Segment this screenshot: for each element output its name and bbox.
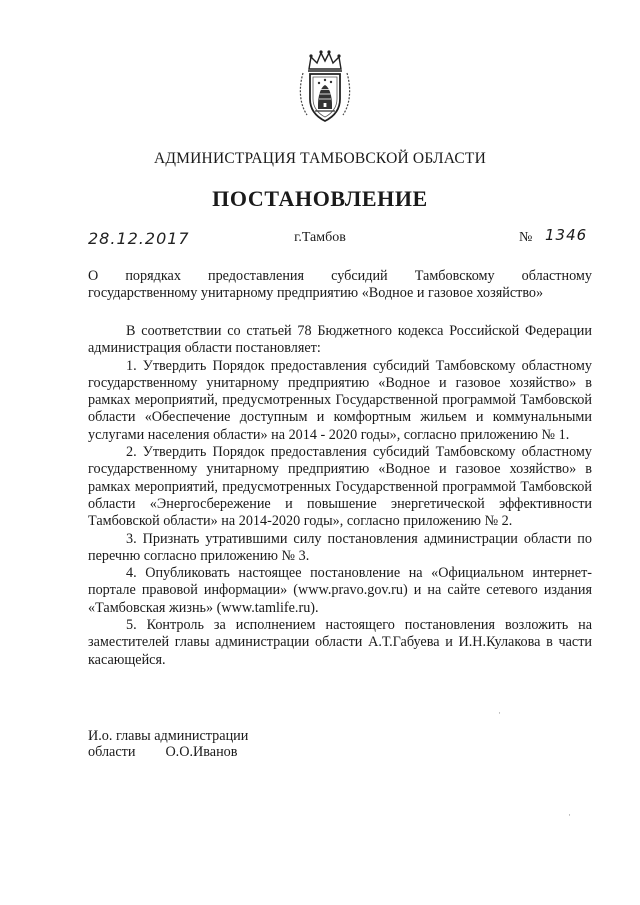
- subject-line-1: О порядках предоставления субсидий Тамбовскому областному: [88, 268, 592, 284]
- item-3: 3. Признать утратившими силу постановления администрации области по перечню согласно приложению № 3.: [88, 530, 592, 564]
- coat-of-arms-icon: [297, 47, 353, 127]
- scan-speck: ·: [498, 708, 501, 718]
- intro-paragraph: В соответствии со статьей 78 Бюджетного кодекса Российской Федерации администрация области постановляет:: [88, 323, 592, 357]
- item-1: 1. Утвердить Порядок предоставления субсидий Тамбовскому областному государственному унитарному предприятию «Водное и газовое хозяйство» в рамках мероприятий, предусмотренных Государственной программой Тамбовской области «Обеспечение доступным и комфортным жильем и коммунальными услугами населения области» на 2014 - 2020 годы», согласно приложению № 1.: [88, 357, 592, 443]
- document-type: ПОСТАНОВЛЕНИЕ: [212, 186, 428, 211]
- document-body: [88, 323, 592, 669]
- item-5: 5. Контроль за исполнением настоящего постановления возложить на заместителей главы администрации области А.Т.Габуева и И.Н.Кулакова в части касающейся.: [88, 617, 592, 668]
- document-subject: [88, 268, 592, 302]
- document-date: 28.12.2017: [88, 229, 190, 248]
- number-label: №: [519, 230, 533, 245]
- organization-name: АДМИНИСТРАЦИЯ ТАМБОВСКОЙ ОБЛАСТИ: [154, 150, 486, 167]
- document-number: 1346: [545, 226, 588, 244]
- item-2: 2. Утвердить Порядок предоставления субсидий Тамбовскому областному государственному унитарному предприятию «Водное и газовое хозяйство» в рамках мероприятий, предусмотренных Государственной программой Тамбовской области «Энергосбережение и повышение энергетической эффективности Тамбовской области» на 2014-2020 годы», согласно приложению № 2.: [88, 444, 592, 530]
- subject-line-2: государственному унитарному предприятию «Водное и газовое хозяйство»: [88, 285, 544, 301]
- scan-speck: ·: [568, 810, 571, 820]
- document-city: г.Тамбов: [294, 230, 346, 245]
- item-4: 4. Опубликовать настоящее постановление на «Официальном интернет-портале правовой информации» (www.pravo.gov.ru) и на сайте сетевого издания «Тамбовская жизнь» (www.tamlife.ru).: [88, 565, 592, 616]
- signer-title-cont: области: [88, 744, 136, 760]
- signer-name: О.О.Иванов: [165, 744, 238, 760]
- signature-block: [88, 728, 248, 760]
- signer-title: И.о. главы администрации: [88, 728, 249, 744]
